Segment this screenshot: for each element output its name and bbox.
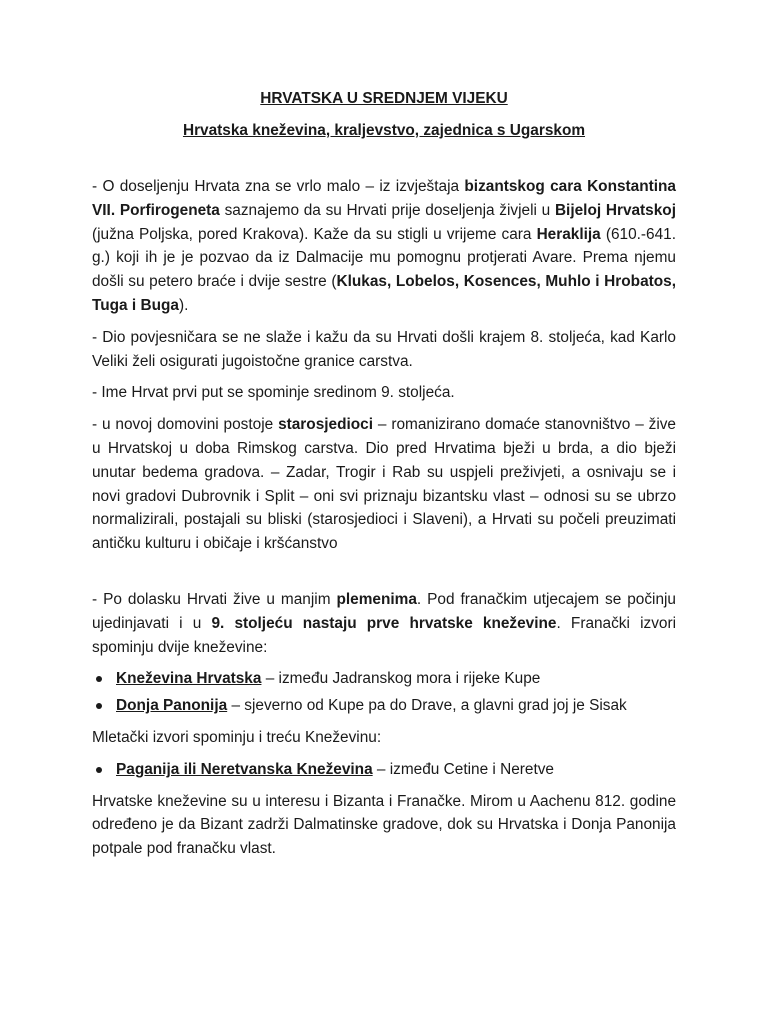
list-item-name: Paganija ili Neretvanska Kneževina xyxy=(116,760,373,778)
list-franacke-knezevine xyxy=(92,667,676,718)
paragraph-aachen: Hrvatske kneževine su u interesu i Bizanta i Franačke. Mirom u Aachenu 812. godine određeno je da Bizant zadrži Dalmatinske gradove, dok su Hrvatska i Donja Panonija potpale pod franačku vlast. xyxy=(92,792,676,858)
text: - O doseljenju Hrvata zna se vrlo malo – iz izvještaja xyxy=(92,178,465,195)
list-item-desc: – između Jadranskog mora i rijeke Kupe xyxy=(261,670,541,688)
list-item-name: Kneževina Hrvatska xyxy=(116,670,262,688)
text: (južna Poljska, pored Krakova). Kaže da su stigli u vrijeme cara xyxy=(92,225,537,243)
bold-text: 9. stoljeću nastaju prve hrvatske kneževine xyxy=(211,614,557,632)
list-item xyxy=(92,758,676,782)
text: - u novoj domovini postoje xyxy=(92,416,279,434)
document-subtitle: Hrvatska kneževina, kraljevstvo, zajednica s Ugarskom xyxy=(182,122,586,139)
document-page xyxy=(92,87,676,861)
bold-text: Bijeloj Hrvatskoj xyxy=(554,201,676,219)
bold-text: plemenima xyxy=(336,590,417,608)
paragraph-plemena xyxy=(92,588,676,659)
text: . Pod franačkim utjecajem se počinju ujedinjavati i u xyxy=(92,590,676,632)
list-item xyxy=(92,694,676,718)
bold-text: bizantskog cara Konstantina VII. Porfirogeneta xyxy=(92,178,676,219)
text: – romanizirano domaće stanovništvo – žive u Hrvatskoj u doba Rimskog carstva. Dio pred Hrvatima bježi u brda, a dio bježi unutar bedema gradova. – Zadar, Trogir i Rab su uspjeli preživjeti, a osnivaju se i novi gradovi Dubrovnik i Split – oni svi priznaju bizantsku vlast – odnosi su se ubrzo normalizirali, postajali su bliski (starosjedioci i Slaveni), a Hrvati su počeli preuzimati antičku kulturu i običaje i kršćanstvo xyxy=(92,416,676,553)
bullet-icon xyxy=(96,703,102,709)
text: (610.-641. g.) koji ih je je pozvao da iz Dalmacije mu pomognu protjerati Avare. Prema njemu došli su petero braće i dvije sestre ( xyxy=(92,225,677,291)
text: saznajemo da su Hrvati prije doseljenja živjeli u xyxy=(219,201,555,219)
document-title: HRVATSKA U SREDNJEM VIJEKU xyxy=(260,90,508,107)
text: . Franački izvori spominju dvije kneževine: xyxy=(92,614,676,656)
paragraph-starosjedioci xyxy=(92,413,676,556)
paragraph-ime-hrvat: - Ime Hrvat prvi put se spominje sredinom 9. stoljeća. xyxy=(92,384,455,402)
list-item xyxy=(92,667,676,691)
bold-text: Klukas, Lobelos, Kosences, Muhlo i Hrobatos, Tuga i Buga xyxy=(92,273,676,314)
list-item-name: Donja Panonija xyxy=(116,697,228,715)
list-item-desc: – između Cetine i Neretve xyxy=(372,760,554,778)
list-item-desc: – sjeverno od Kupe pa do Drave, a glavni grad joj je Sisak xyxy=(227,697,627,715)
bullet-icon xyxy=(96,676,102,682)
list-mletacke-knezevine xyxy=(92,758,676,782)
bold-text: starosjedioci xyxy=(278,416,374,434)
bold-text: Heraklija xyxy=(536,225,601,243)
text: - Po dolasku Hrvati žive u manjim xyxy=(92,590,337,608)
paragraph-povjesnicari: - Dio povjesničara se ne slaže i kažu da su Hrvati došli krajem 8. stoljeća, kad Karlo Veliki želi osigurati jugoistočne granice carstva. xyxy=(92,328,676,370)
text: ). xyxy=(178,296,189,314)
bullet-icon xyxy=(96,767,102,773)
paragraph-mletacki: Mletački izvori spominju i treću Kneževinu: xyxy=(92,728,382,746)
paragraph-doseljenje xyxy=(92,175,676,318)
